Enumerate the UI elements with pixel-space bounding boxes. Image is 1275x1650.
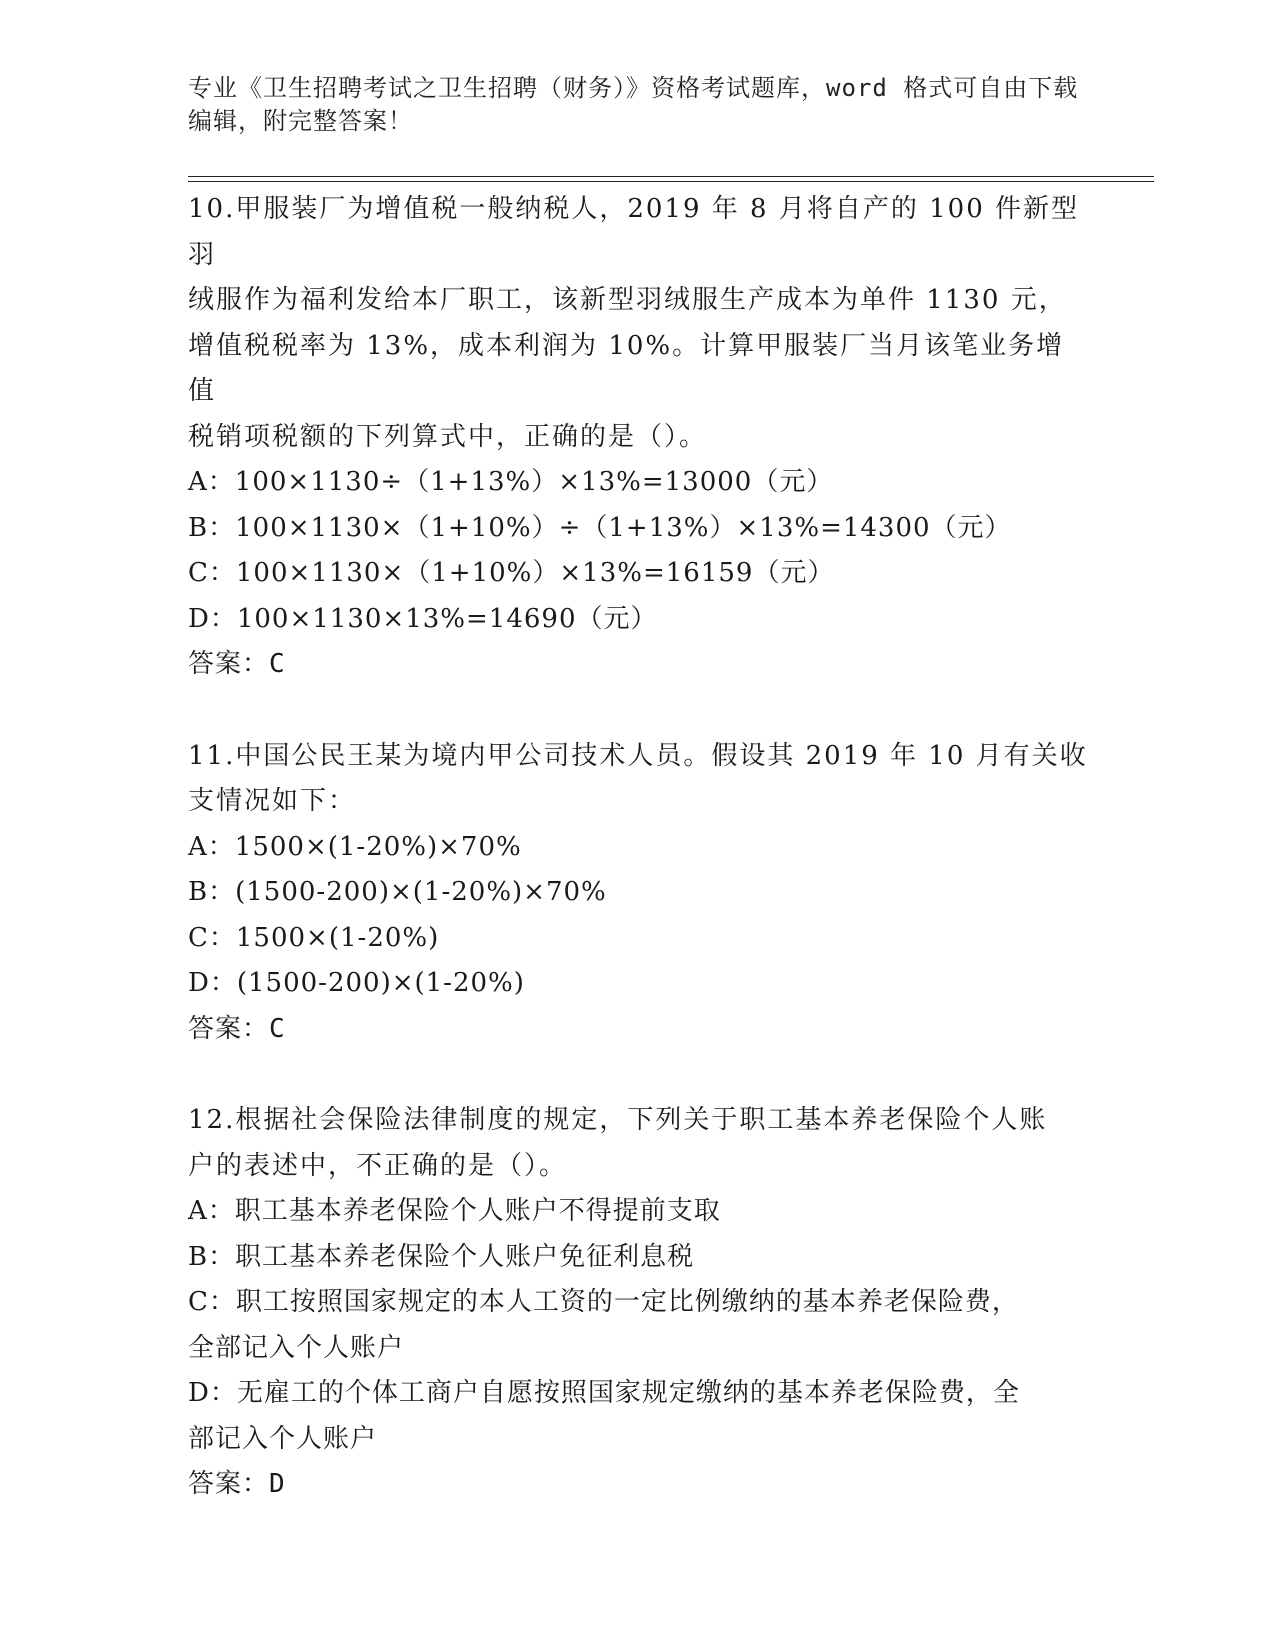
question-text-line: 支情况如下：	[188, 786, 357, 816]
answer-line: 答案：C	[188, 649, 286, 679]
option-line: C：1500×(1-20%)	[188, 922, 440, 953]
option-line: C：100×1130×（1+10%）×13%=16159（元）	[188, 558, 835, 588]
question-text-line: 12.根据社会保险法律制度的规定，下列关于职工基本养老保险个人账	[188, 1105, 1048, 1135]
option-line: D：100×1130×13%=14690（元）	[188, 603, 658, 634]
option-line: 部记入个人账户	[188, 1423, 378, 1454]
option-line: 全部记入个人账户	[188, 1332, 405, 1363]
question-text-line: 11.中国公民王某为境内甲公司技术人员。假设其 2019 年 10 月有关收	[188, 740, 1088, 771]
option-line: D：无雇工的个体工商户自愿按照国家规定缴纳的基本养老保险费，全	[188, 1378, 1020, 1408]
question-text-line: 税销项税额的下列算式中，正确的是（）。	[188, 421, 708, 452]
question-block	[188, 734, 1088, 1053]
option-line: A：1500×(1-20%)×70%	[188, 831, 522, 862]
option-line: A：100×1130÷（1+13%）×13%=13000（元）	[188, 467, 834, 497]
option-line: C：职工按照国家规定的本人工资的一定比例缴纳的基本养老保险费，	[188, 1287, 1019, 1317]
question-text-line: 绒服作为福利发给本厂职工，该新型羽绒服生产成本为单件 1130 元，	[188, 285, 1067, 315]
header-line-1: 专业《卫生招聘考试之卫生招聘（财务）》资格考试题库，word 格式可自由下载	[188, 74, 1079, 102]
header-divider-bottom	[188, 181, 1154, 182]
answer-line: 答案：D	[188, 1469, 286, 1499]
question-text-line: 户的表述中，不正确的是（）。	[188, 1150, 568, 1181]
option-line: B：100×1130×（1+10%）÷（1+13%）×13%=14300（元）	[188, 512, 1012, 543]
question-list	[188, 187, 1088, 1554]
answer-line: 答案：C	[188, 1013, 286, 1044]
header-line-2: 编辑，附完整答案！	[188, 107, 413, 135]
question-block	[188, 187, 1088, 688]
option-line: B：职工基本养老保险个人账户免征利息税	[188, 1241, 695, 1272]
question-text-line: 10.甲服装厂为增值税一般纳税人，2019 年 8 月将自产的 100 件新型羽	[188, 194, 1080, 270]
question-text-line: 增值税税率为 13%，成本利润为 10%。计算甲服装厂当月该笔业务增值	[188, 330, 1065, 406]
option-line: B：(1500-200)×(1-20%)×70%	[188, 877, 607, 907]
header-divider-top	[188, 176, 1154, 177]
option-line: A：职工基本养老保险个人账户不得提前支取	[188, 1196, 721, 1226]
option-line: D：(1500-200)×(1-20%)	[188, 968, 525, 998]
question-block	[188, 1098, 1088, 1508]
document-header	[188, 72, 1088, 138]
